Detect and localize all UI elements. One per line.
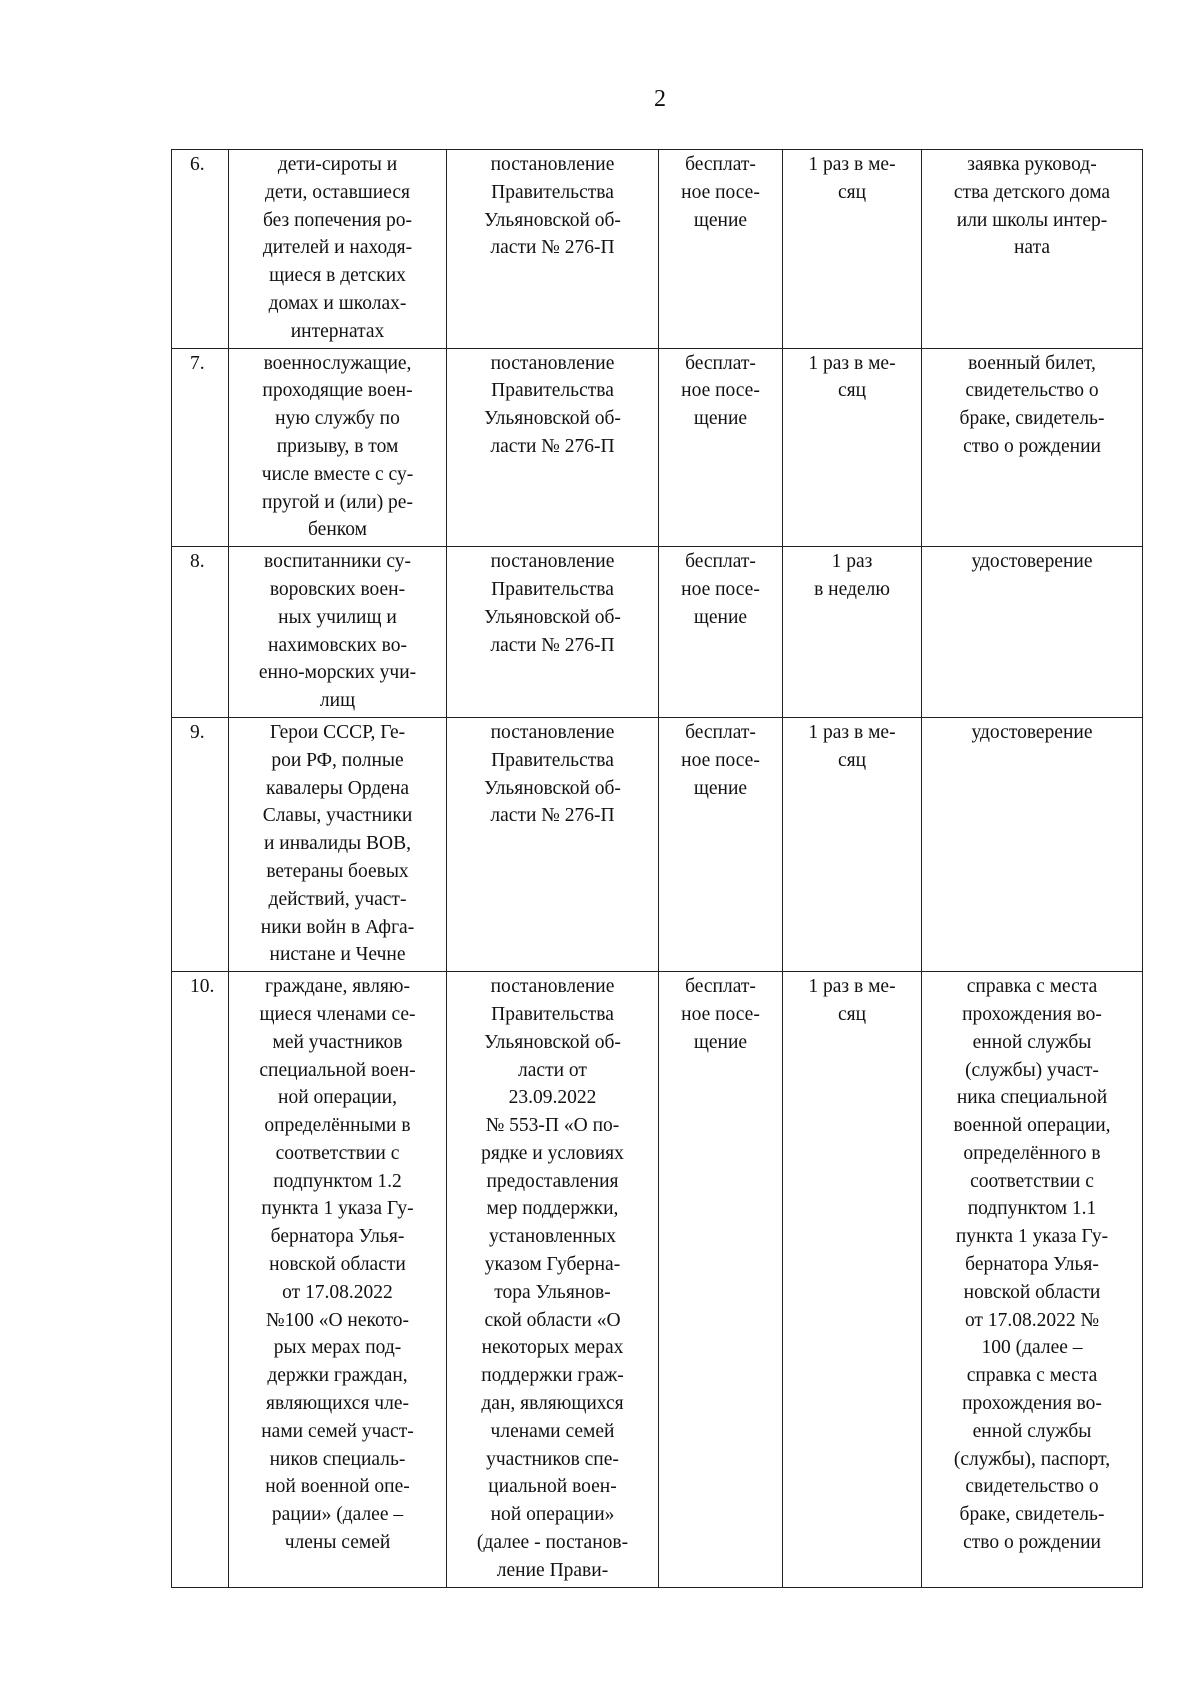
row-number: 9.	[172, 717, 229, 971]
table-row	[172, 972, 1143, 1588]
table-row	[172, 547, 1143, 718]
row-number: 7.	[172, 348, 229, 547]
frequency-cell: 1 раз в ме- сяц	[783, 348, 922, 547]
required-document-cell: удостоверение	[922, 717, 1143, 971]
legal-basis-cell: постановление Правительства Ульяновской об- ласти № 276-П	[447, 150, 659, 349]
benefit-type-cell: бесплат- ное посе- щение	[659, 348, 783, 547]
beneficiary-category-cell: воспитанники су- воровских воен- ных училищ и нахимовских во- енно-морских учи- лищ	[229, 547, 447, 718]
table-row	[172, 348, 1143, 547]
beneficiary-category-cell: дети-сироты и дети, оставшиеся без попечения ро- дителей и находя- щиеся в детских домах и школах- интернатах	[229, 150, 447, 349]
beneficiary-category-cell: граждане, являю- щиеся членами се- мей участников специальной воен- ной операции, определёнными в соответствии с подпунктом 1.2 пункта 1 указа Гу- бернатора Улья- новской области от 17.08.2022 №100 «О некото- рых мерах под- держки граждан, являющихся чле- нами семей участ- ников специаль- ной военной опе- рации» (далее – члены семей	[229, 972, 447, 1588]
benefit-type-cell: бесплат- ное посе- щение	[659, 150, 783, 349]
required-document-cell: заявка руковод- ства детского дома или школы интер- ната	[922, 150, 1143, 349]
page-number: 2	[654, 86, 666, 112]
table-row	[172, 717, 1143, 971]
legal-basis-cell: постановление Правительства Ульяновской об- ласти № 276-П	[447, 717, 659, 971]
frequency-cell: 1 раз в ме- сяц	[783, 972, 922, 1588]
benefit-type-cell: бесплат- ное посе- щение	[659, 717, 783, 971]
legal-basis-cell: постановление Правительства Ульяновской об- ласти от 23.09.2022 № 553-П «О по- рядке и условиях предоставления мер поддержки, установленных указом Губерна- тора Ульянов- ской области «О некоторых мерах поддержки граж- дан, являющихся членами семей участников спе- циальной воен- ной операции» (далее - постанов- ление Прави-	[447, 972, 659, 1588]
frequency-cell: 1 раз в ме- сяц	[783, 717, 922, 971]
required-document-cell: военный билет, свидетельство о браке, свидетель- ство о рождении	[922, 348, 1143, 547]
beneficiary-category-cell: военнослужащие, проходящие воен- ную службу по призыву, в том числе вместе с су- пругой и (или) ре- бенком	[229, 348, 447, 547]
benefit-type-cell: бесплат- ное посе- щение	[659, 972, 783, 1588]
legal-basis-cell: постановление Правительства Ульяновской об- ласти № 276-П	[447, 547, 659, 718]
frequency-cell: 1 раз в неделю	[783, 547, 922, 718]
benefit-type-cell: бесплат- ное посе- щение	[659, 547, 783, 718]
row-number: 6.	[172, 150, 229, 349]
legal-basis-cell: постановление Правительства Ульяновской об- ласти № 276-П	[447, 348, 659, 547]
row-number: 10.	[172, 972, 229, 1588]
beneficiary-category-cell: Герои СССР, Ге- рои РФ, полные кавалеры Ордена Славы, участники и инвалиды ВОВ, ветераны боевых действий, участ- ники войн в Афга- нистане и Чечне	[229, 717, 447, 971]
frequency-cell: 1 раз в ме- сяц	[783, 150, 922, 349]
table-row	[172, 150, 1143, 349]
benefits-table	[171, 149, 1143, 1588]
required-document-cell: справка с места прохождения во- енной службы (службы) участ- ника специальной военной операции, определённого в соответствии с подпунктом 1.1 пункта 1 указа Гу- бернатора Улья- новской области от 17.08.2022 № 100 (далее – справка с места прохождения во- енной службы (службы), паспорт, свидетельство о браке, свидетель- ство о рождении	[922, 972, 1143, 1588]
required-document-cell: удостоверение	[922, 547, 1143, 718]
row-number: 8.	[172, 547, 229, 718]
